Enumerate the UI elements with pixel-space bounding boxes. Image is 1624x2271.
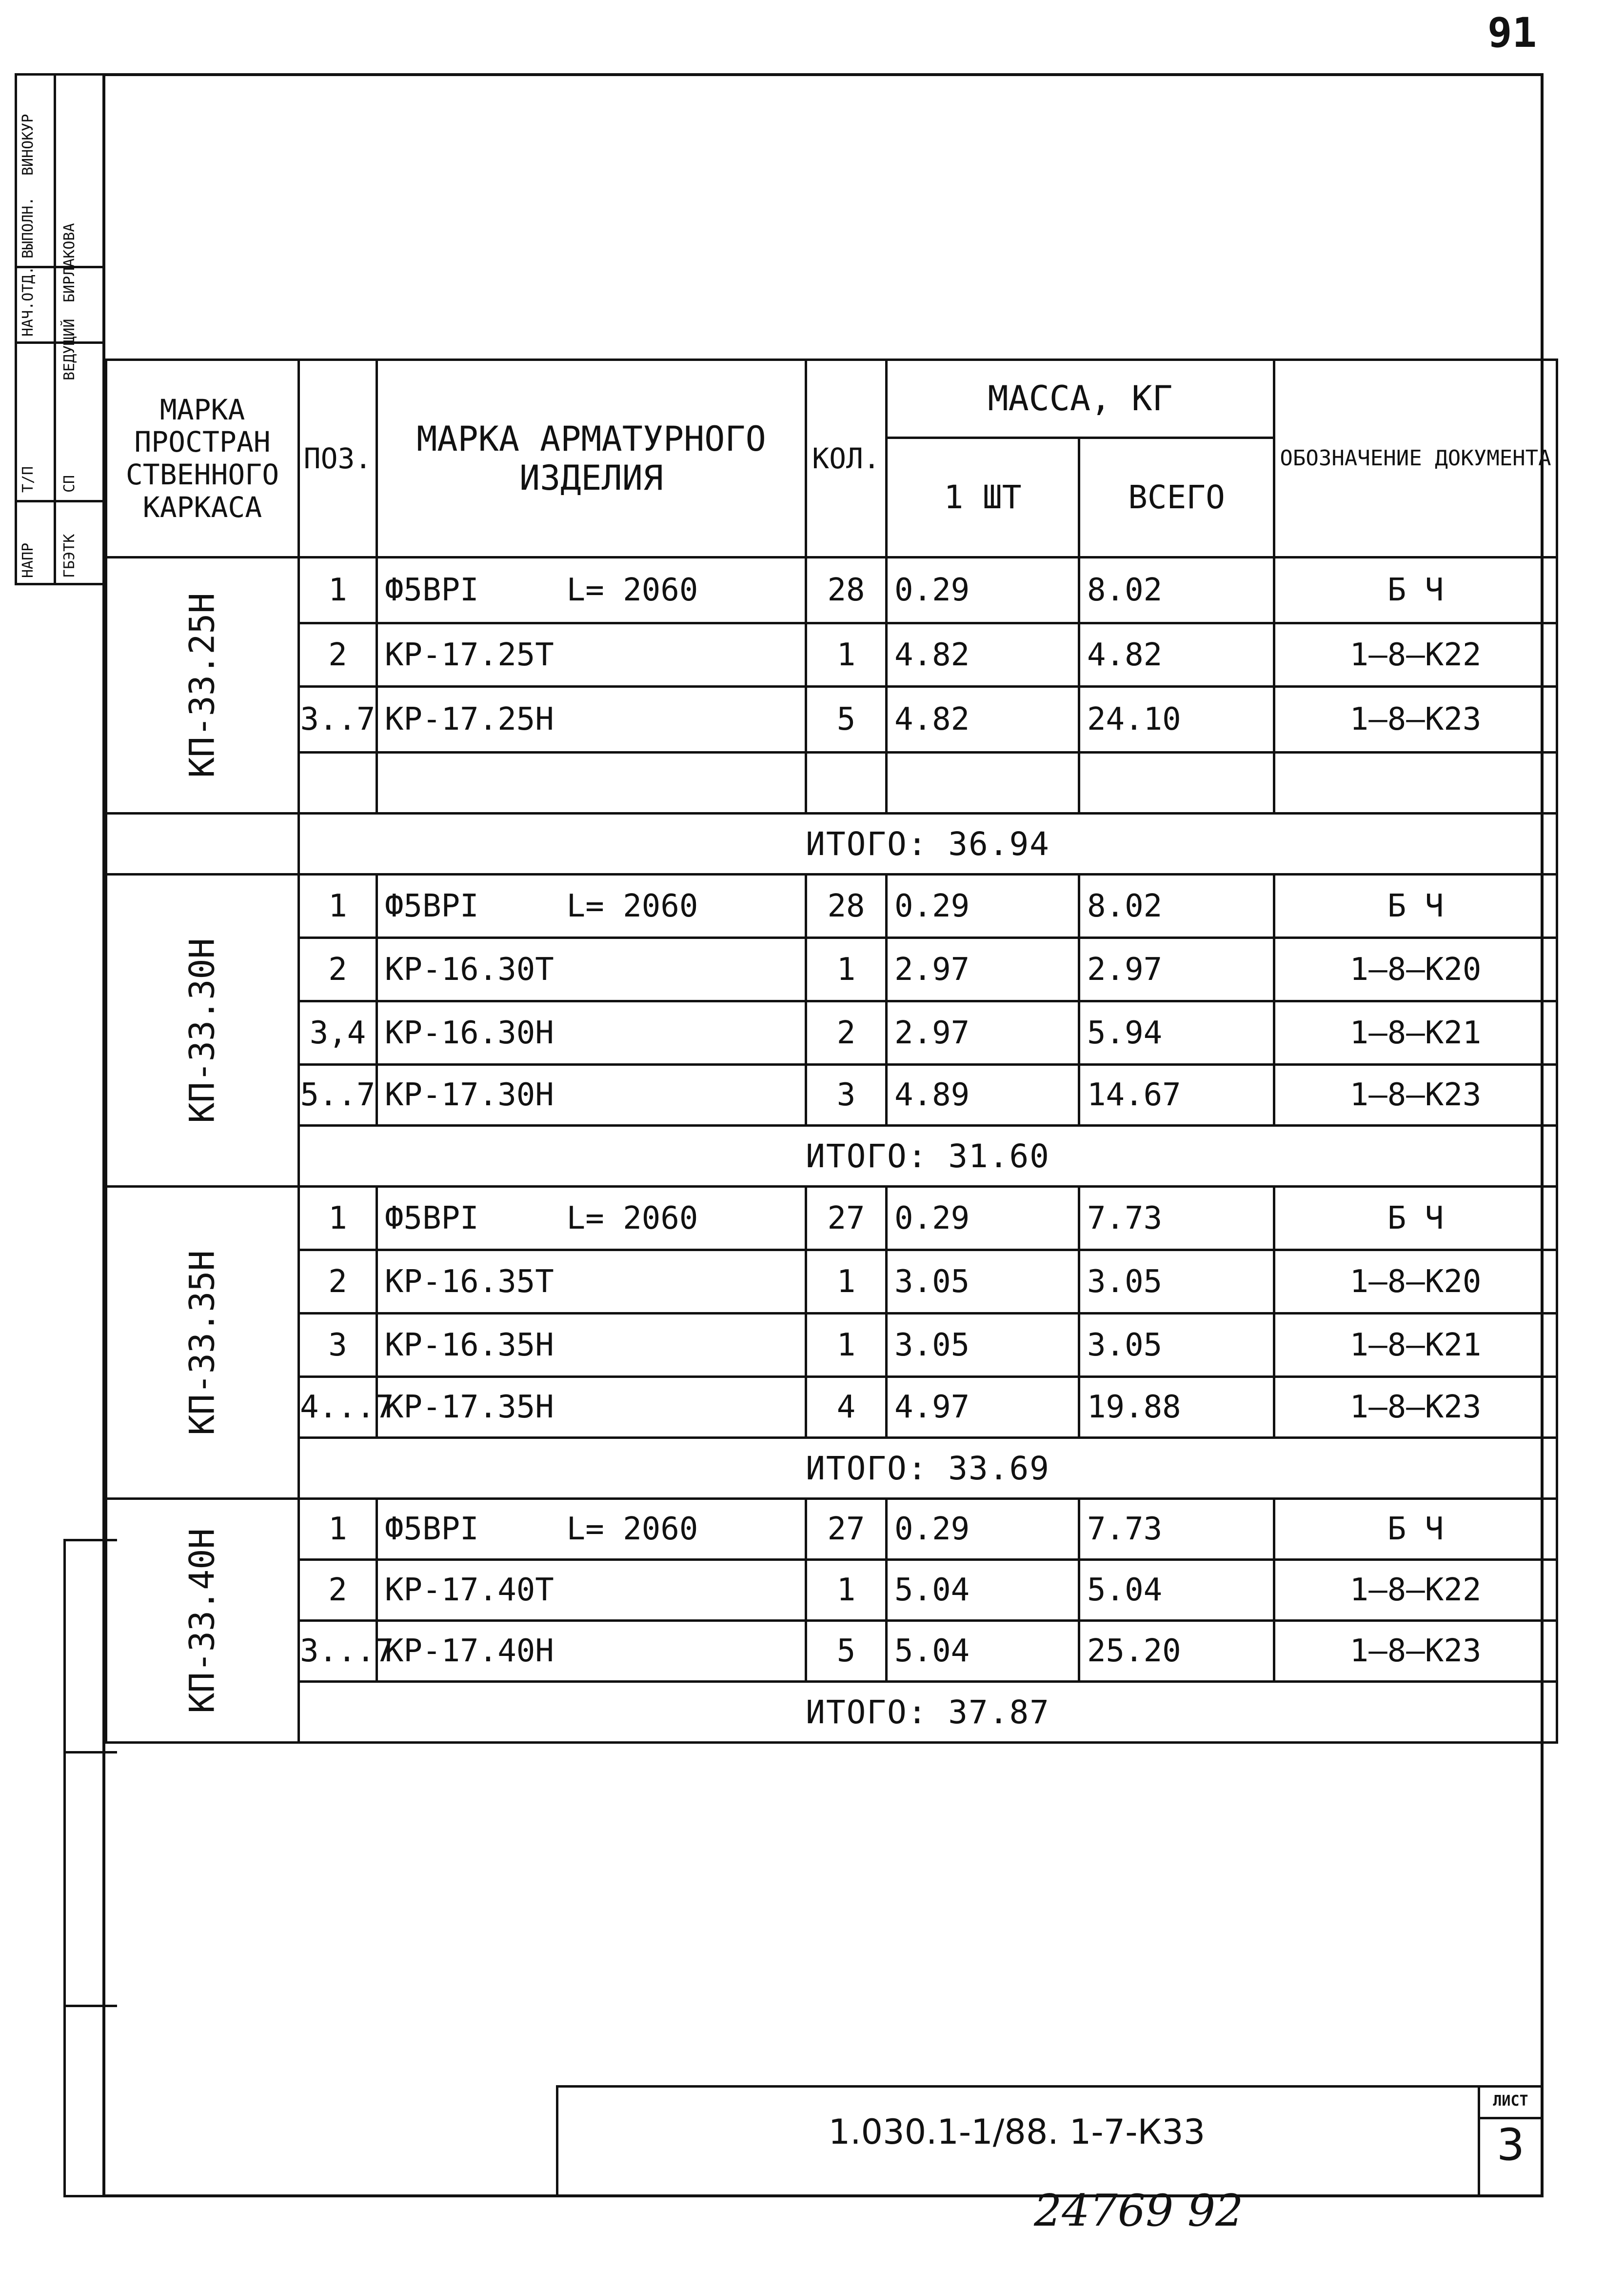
stamp-role-napr: НАПР <box>20 542 37 578</box>
table-row <box>106 814 1557 875</box>
header-frame-mark: МАРКА ПРОСТРАН СТВЕННОГО КАРКАСА <box>106 360 299 558</box>
pos-cell: 2 <box>299 938 377 1001</box>
unit-mass-cell: 0.29 <box>887 1187 1079 1250</box>
item-cell: КР-16.35Н <box>377 1314 806 1377</box>
frame-mark-cell <box>106 1187 299 1499</box>
pos-cell: 2 <box>299 1560 377 1621</box>
doc-cell: 1—8—К23 <box>1274 1377 1557 1438</box>
item-cell <box>377 1187 806 1250</box>
total-mass-cell: 5.94 <box>1079 1001 1274 1065</box>
unit-mass-cell: 5.04 <box>887 1621 1079 1682</box>
qty-cell: 28 <box>806 558 887 623</box>
pos-cell: 3 <box>299 1314 377 1377</box>
doc-cell <box>1274 753 1557 814</box>
qty-cell: 5 <box>806 1621 887 1682</box>
item-cell <box>377 753 806 814</box>
stamp-name-vinokur: ВИНОКУР <box>20 114 37 176</box>
item-cell: КР-17.25Н <box>377 687 806 753</box>
pos-cell: 1 <box>299 558 377 623</box>
total-mass-cell: 5.04 <box>1079 1560 1274 1621</box>
item-length: L= 2060 <box>566 572 698 608</box>
pos-cell: 3...7 <box>299 1621 377 1682</box>
total-mass-cell <box>1079 753 1274 814</box>
item-length: L= 2060 <box>566 888 698 924</box>
unit-mass-cell: 0.29 <box>887 1499 1079 1560</box>
item-cell <box>377 875 806 938</box>
table-row <box>106 938 1557 1001</box>
doc-cell: 1—8—К20 <box>1274 938 1557 1001</box>
stamp-name-birlakova: БИРЛАКОВА <box>61 223 78 302</box>
total-mass-cell: 8.02 <box>1079 558 1274 623</box>
table-row <box>106 1187 1557 1250</box>
table-row <box>106 1621 1557 1682</box>
table-row <box>106 1438 1557 1499</box>
total-mass-cell: 7.73 <box>1079 1187 1274 1250</box>
qty-cell <box>806 753 887 814</box>
pos-cell: 3,4 <box>299 1001 377 1065</box>
qty-cell: 27 <box>806 1187 887 1250</box>
doc-cell: 1—8—К21 <box>1274 1001 1557 1065</box>
frame-mark-cell <box>106 558 299 814</box>
unit-mass-cell: 5.04 <box>887 1560 1079 1621</box>
pos-cell: 1 <box>299 1499 377 1560</box>
pos-cell <box>299 753 377 814</box>
table-row <box>106 1250 1557 1314</box>
pos-cell: 3..7 <box>299 687 377 753</box>
total-mass-cell: 3.05 <box>1079 1314 1274 1377</box>
item-cell: КР-16.35Т <box>377 1250 806 1314</box>
doc-cell: Б Ч <box>1274 875 1557 938</box>
unit-mass-cell: 0.29 <box>887 875 1079 938</box>
archive-number: 24769 92 <box>1034 2185 1244 2236</box>
table-row <box>106 1126 1557 1187</box>
total-mass-cell: 14.67 <box>1079 1065 1274 1126</box>
doc-cell: Б Ч <box>1274 1187 1557 1250</box>
doc-cell: 1—8—К23 <box>1274 687 1557 753</box>
unit-mass-cell <box>887 753 1079 814</box>
doc-cell: 1—8—К20 <box>1274 1250 1557 1314</box>
header-item-mark: МАРКА АРМАТУРНОГО ИЗДЕЛИЯ <box>377 360 806 558</box>
header-qty: КОЛ. <box>806 360 887 558</box>
item-cell: КР-17.40Т <box>377 1560 806 1621</box>
qty-cell: 1 <box>806 938 887 1001</box>
doc-cell: Б Ч <box>1274 558 1557 623</box>
header-document: ОБОЗНАЧЕНИЕ ДОКУМЕНТА <box>1274 360 1557 558</box>
pos-cell: 2 <box>299 1250 377 1314</box>
unit-mass-cell: 4.82 <box>887 623 1079 687</box>
total-mass-cell: 4.82 <box>1079 623 1274 687</box>
item-cell: КР-17.35Н <box>377 1377 806 1438</box>
table-row <box>106 1682 1557 1743</box>
item-cell: КР-16.30Н <box>377 1001 806 1065</box>
total-mass-cell: 7.73 <box>1079 1499 1274 1560</box>
frame-mark: КП-33.30Н <box>182 937 222 1123</box>
doc-cell: 1—8—К21 <box>1274 1314 1557 1377</box>
pos-cell: 2 <box>299 623 377 687</box>
qty-cell: 28 <box>806 875 887 938</box>
frame-mark-cell <box>106 875 299 1187</box>
item-length: L= 2060 <box>566 1511 698 1547</box>
specification-table <box>105 359 1558 1744</box>
unit-mass-cell: 0.29 <box>887 558 1079 623</box>
pos-cell: 5..7 <box>299 1065 377 1126</box>
table-row <box>106 687 1557 753</box>
unit-mass-cell: 4.89 <box>887 1065 1079 1126</box>
doc-cell: 1—8—К23 <box>1274 1621 1557 1682</box>
header-pos: ПОЗ. <box>299 360 377 558</box>
frame-mark: КП-33.40Н <box>182 1528 222 1713</box>
table-row <box>106 1499 1557 1560</box>
qty-cell: 1 <box>806 1560 887 1621</box>
item-mark: Ф5ВРI <box>385 888 479 924</box>
total-mass-cell: 3.05 <box>1079 1250 1274 1314</box>
stamp-role-vypoln: ВЫПОЛН. <box>20 197 37 259</box>
qty-cell: 4 <box>806 1377 887 1438</box>
frame-mark-cell-cont <box>106 814 299 875</box>
item-mark: Ф5ВРI <box>385 1200 479 1236</box>
document-code: 1.030.1-1/88. 1-7-К33 <box>828 2112 1206 2152</box>
doc-cell: 1—8—К23 <box>1274 1065 1557 1126</box>
total-mass-cell: 24.10 <box>1079 687 1274 753</box>
stamp-name-vedushchiy: ВЕДУЩИЙ <box>61 319 78 380</box>
unit-mass-cell: 2.97 <box>887 938 1079 1001</box>
sheet-label: ЛИСТ <box>1493 2092 1528 2110</box>
item-cell: КР-17.40Н <box>377 1621 806 1682</box>
table-row <box>106 1377 1557 1438</box>
total-mass-cell: 8.02 <box>1079 875 1274 938</box>
qty-cell: 5 <box>806 687 887 753</box>
unit-mass-cell: 3.05 <box>887 1314 1079 1377</box>
doc-cell: 1—8—К22 <box>1274 1560 1557 1621</box>
header-mass-total: ВСЕГО <box>1079 438 1274 558</box>
qty-cell: 2 <box>806 1001 887 1065</box>
frame-mark: КП-33.35Н <box>182 1250 222 1435</box>
unit-mass-cell: 4.97 <box>887 1377 1079 1438</box>
qty-cell: 1 <box>806 623 887 687</box>
group-total: ИТОГО: 31.60 <box>299 1126 1557 1187</box>
table-row <box>106 1065 1557 1126</box>
frame-mark: КП-33.25Н <box>182 593 222 778</box>
group-total: ИТОГО: 37.87 <box>299 1682 1557 1743</box>
pos-cell: 4...7 <box>299 1377 377 1438</box>
pos-cell: 1 <box>299 1187 377 1250</box>
pos-cell: 1 <box>299 875 377 938</box>
unit-mass-cell: 3.05 <box>887 1250 1079 1314</box>
header-mass: МАССА, КГ <box>887 360 1274 438</box>
unit-mass-cell: 2.97 <box>887 1001 1079 1065</box>
item-mark: Ф5ВРI <box>385 572 479 608</box>
item-cell <box>377 558 806 623</box>
table-row <box>106 875 1557 938</box>
item-cell <box>377 1499 806 1560</box>
item-cell: КР-16.30Т <box>377 938 806 1001</box>
table-row <box>106 558 1557 623</box>
unit-mass-cell: 4.82 <box>887 687 1079 753</box>
qty-cell: 1 <box>806 1250 887 1314</box>
table-row <box>106 1560 1557 1621</box>
doc-cell: 1—8—К22 <box>1274 623 1557 687</box>
table-row <box>106 753 1557 814</box>
item-cell: КР-17.30Н <box>377 1065 806 1126</box>
group-total: ИТОГО: 36.94 <box>299 814 1557 875</box>
qty-cell: 1 <box>806 1314 887 1377</box>
header-mass-unit: 1 ШТ <box>887 438 1079 558</box>
qty-cell: 3 <box>806 1065 887 1126</box>
table-row <box>106 623 1557 687</box>
total-mass-cell: 25.20 <box>1079 1621 1274 1682</box>
qty-cell: 27 <box>806 1499 887 1560</box>
stamp-role-nach: НАЧ.ОТД. <box>20 266 37 337</box>
doc-cell: Б Ч <box>1274 1499 1557 1560</box>
total-mass-cell: 2.97 <box>1079 938 1274 1001</box>
item-mark: Ф5ВРI <box>385 1511 479 1547</box>
table-row <box>106 1314 1557 1377</box>
stamp-name-sp: СП <box>61 475 78 493</box>
stamp-role-tp: Т/П <box>20 466 37 493</box>
sheet-number: 3 <box>1496 2119 1525 2171</box>
total-mass-cell: 19.88 <box>1079 1377 1274 1438</box>
group-total: ИТОГО: 33.69 <box>299 1438 1557 1499</box>
stamp-name-gbetk: ГБЭТК <box>61 534 78 578</box>
page-number: 91 <box>1487 9 1537 57</box>
item-length: L= 2060 <box>566 1200 698 1236</box>
frame-mark-cell <box>106 1499 299 1743</box>
table-row <box>106 1001 1557 1065</box>
item-cell: КР-17.25Т <box>377 623 806 687</box>
